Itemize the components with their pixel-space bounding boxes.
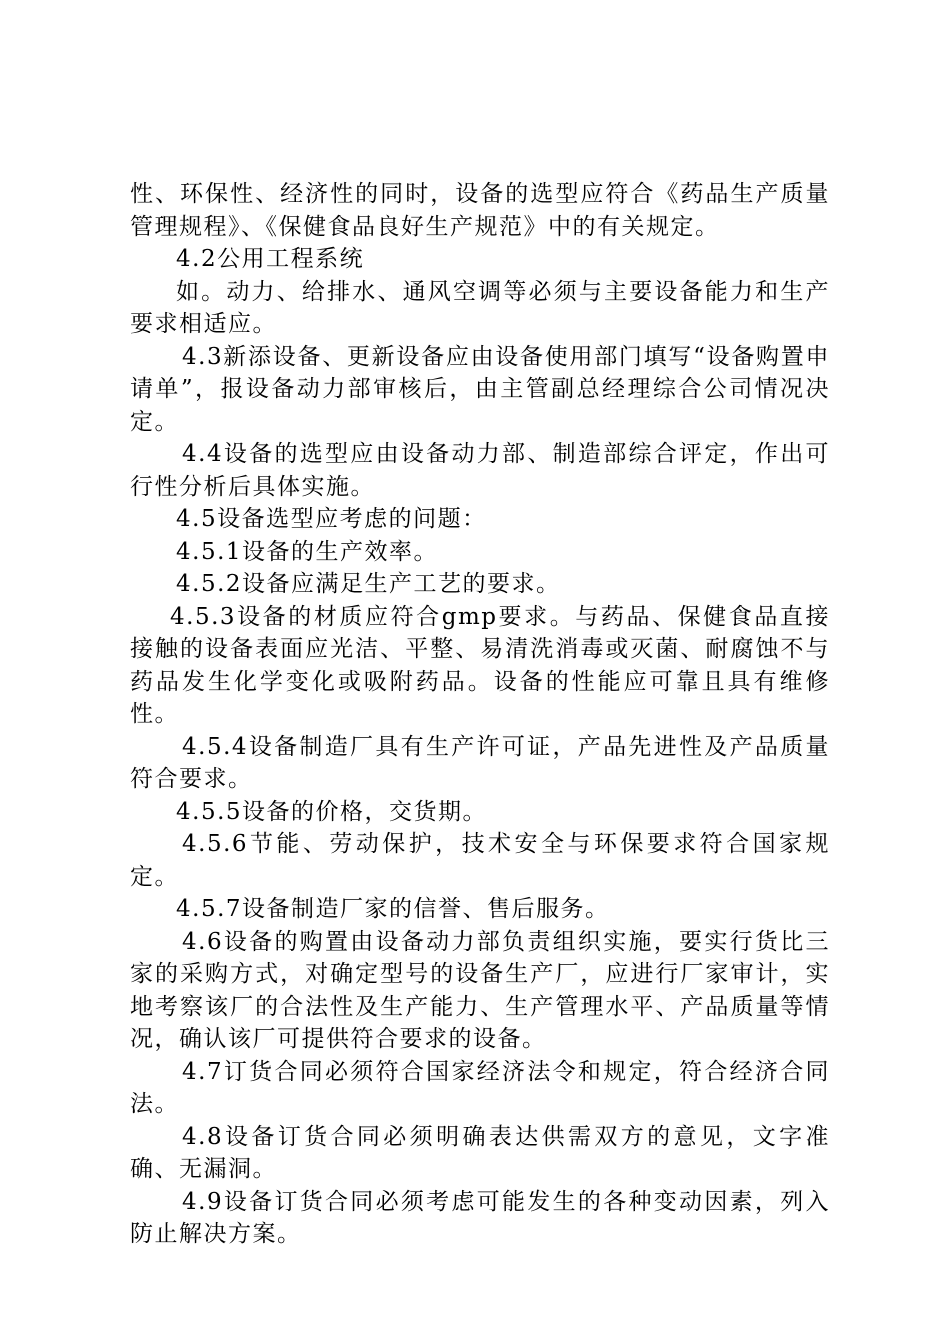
paragraph-continuation: 性、环保性、经济性的同时，设备的选型应符合《药品生产质量管理规程》、《保健食品良好生产规范》中的有关规定。 <box>130 181 830 240</box>
paragraph-4-2-heading: 4.2公用工程系统 <box>176 246 365 272</box>
document-body <box>130 178 830 1251</box>
paragraph-4-5: 4.5设备选型应考虑的问题： <box>176 506 487 532</box>
paragraph-4-5-7: 4.5.7设备制造厂家的信誉、售后服务。 <box>176 896 610 922</box>
paragraph-4-9: 4.9设备订货合同必须考虑可能发生的各种变动因素，列入防止解决方案。 <box>130 1188 830 1247</box>
paragraph-4-5-6: 4.5.6节能、劳动保护，技术安全与环保要求符合国家规定。 <box>130 831 830 890</box>
paragraph-4-8: 4.8设备订货合同必须明确表达供需双方的意见，文字准确、无漏洞。 <box>130 1123 830 1182</box>
paragraph-4-5-4: 4.5.4设备制造厂具有生产许可证，产品先进性及产品质量符合要求。 <box>130 733 830 792</box>
paragraph-4-5-1: 4.5.1设备的生产效率。 <box>176 538 439 565</box>
paragraph-4-6: 4.6设备的购置由设备动力部负责组织实施，要实行货比三家的采购方式，对确定型号的设备生产厂，应进行厂家审计，实地考察该厂的合法性及生产能力、生产管理水平、产品质量等情况，确认该厂可提供符合要求的设备。 <box>130 928 830 1052</box>
paragraph-4-7: 4.7订货合同必须符合国家经济法令和规定，符合经济合同法。 <box>130 1058 830 1117</box>
paragraph-4-2-body: 如。动力、给排水、通风空调等必须与主要设备能力和生产要求相适应。 <box>130 278 830 337</box>
paragraph-4-5-3: 4.5.3设备的材质应符合gmp要求。与药品、保健食品直接接触的设备表面应光洁、平整、易清洗消毒或灭菌、耐腐蚀不与药品发生化学变化或吸附药品。设备的性能应可靠且具有维修性。 <box>130 603 830 727</box>
paragraph-4-5-2: 4.5.2设备应满足生产工艺的要求。 <box>176 571 561 597</box>
paragraph-4-5-5: 4.5.5设备的价格，交货期。 <box>176 798 488 825</box>
paragraph-4-3: 4.3新添设备、更新设备应由设备使用部门填写“设备购置申请单”，报设备动力部审核后，由主管副总经理综合公司情况决定。 <box>130 343 830 435</box>
paragraph-4-4: 4.4设备的选型应由设备动力部、制造部综合评定，作出可行性分析后具体实施。 <box>130 441 830 500</box>
